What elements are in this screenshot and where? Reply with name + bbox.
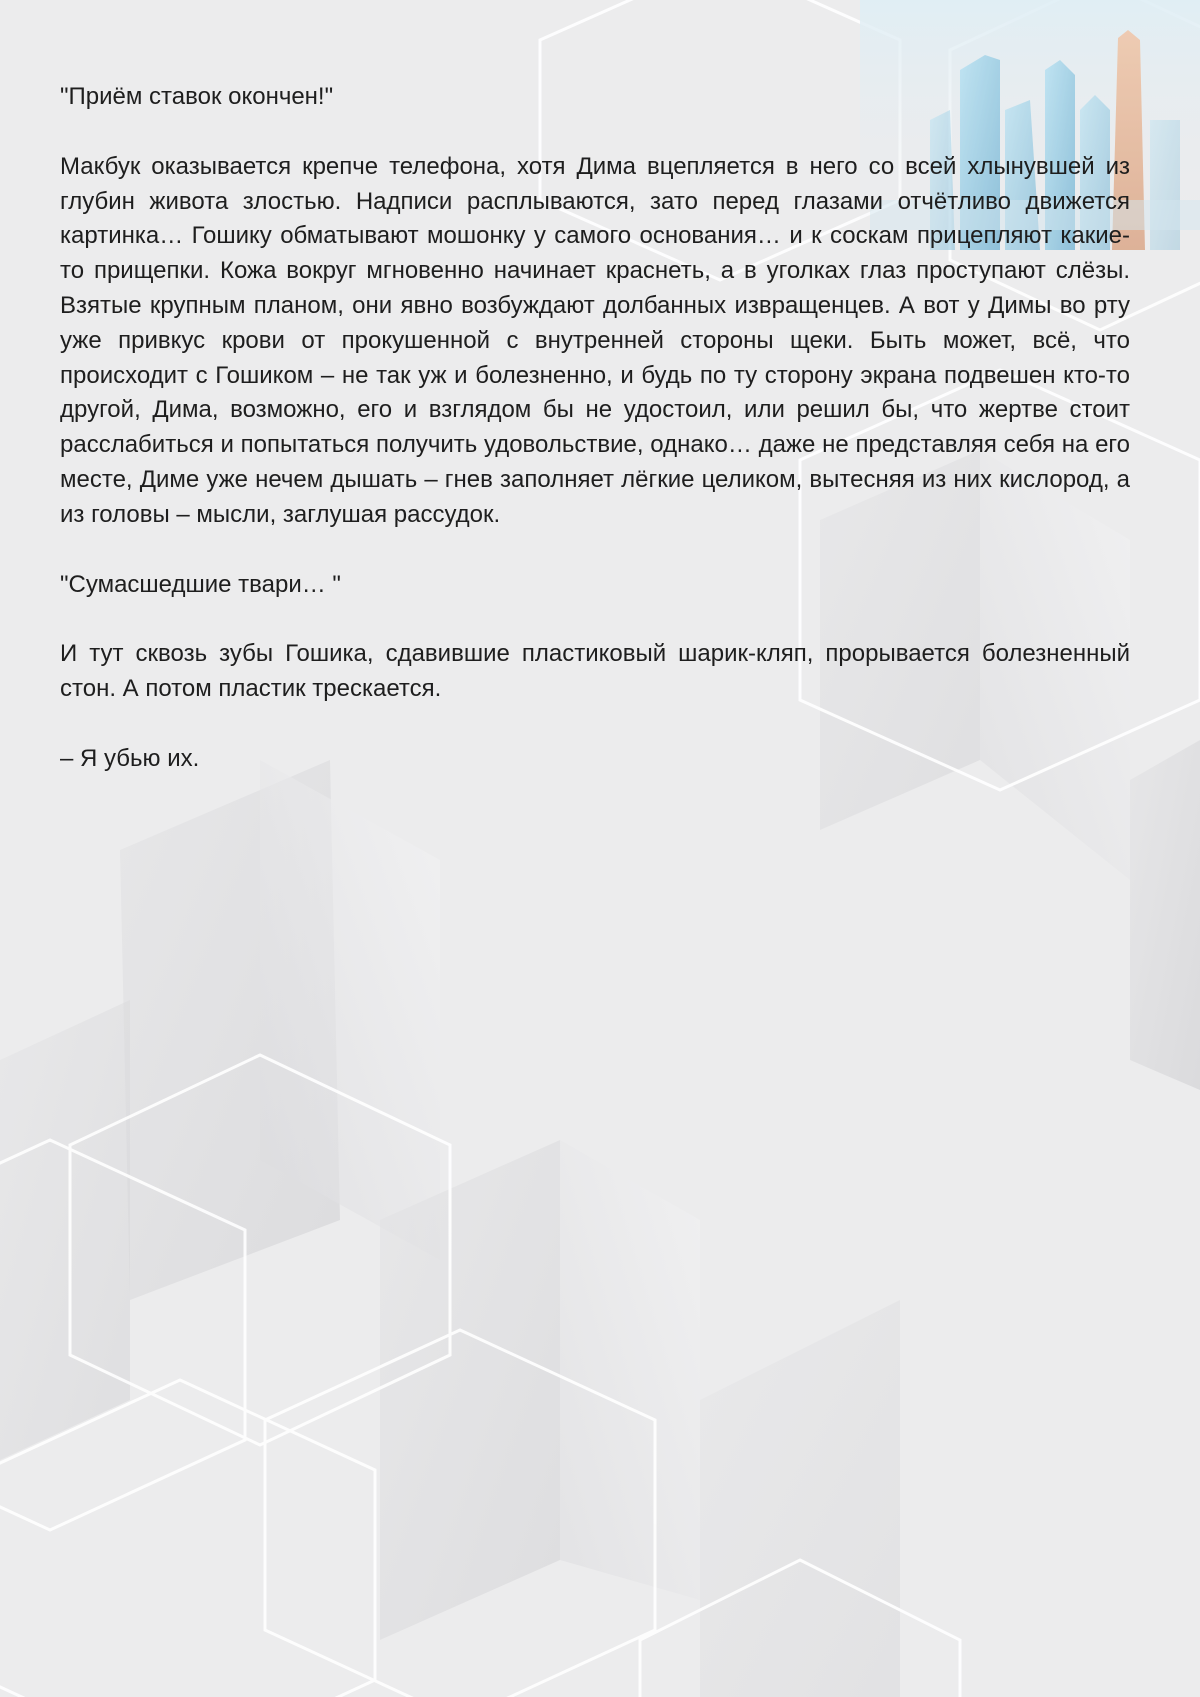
paragraph-groan: И тут сквозь зубы Гошика, сдавившие пластиковый шарик-кляп, прорывается болезненный стон. А потом пластик трескается. [60,640,1130,703]
paragraph-kill-them: – Я убью их. [60,744,200,772]
paragraph-macbook: Макбук оказывается крепче телефона, хотя Дима вцепляется в него со всей хлынувшей из глубин живота злостью. Надписи расплываются, зато перед глазами отчётливо движется картинка… Гошику обматывают мошонку у самого основания… и к соскам прицепляют какие-то прищепки. Кожа вокруг мгновенно начинает краснеть, а в уголках глаз проступают слёзы. Взятые крупным планом, они явно возбуждают долбанных извращенцев. А вот у Димы во рту уже привкус крови от прокушенной с внутренней стороны щеки. Быть может, всё, что происходит с Гошиком – не так уж и болезненно, и будь по ту сторону экрана подвешен кто-то другой, Дима, возможно, его и взглядом бы не удостоил, или решил бы, что жертве стоит расслабиться и попытаться получить удовольствие, однако… даже не представляя себя на его месте, Диме уже нечем дышать – гнев заполняет лёгкие целиком, вытесняя из них кислород, а из головы – мысли, заглушая рассудок. [60,152,1130,528]
paragraph-bets-closed: "Приём ставок окончен!" [60,83,334,110]
paragraph-crazy-creatures: "Сумасшедшие твари… " [60,570,341,598]
document-body [60,80,1130,812]
